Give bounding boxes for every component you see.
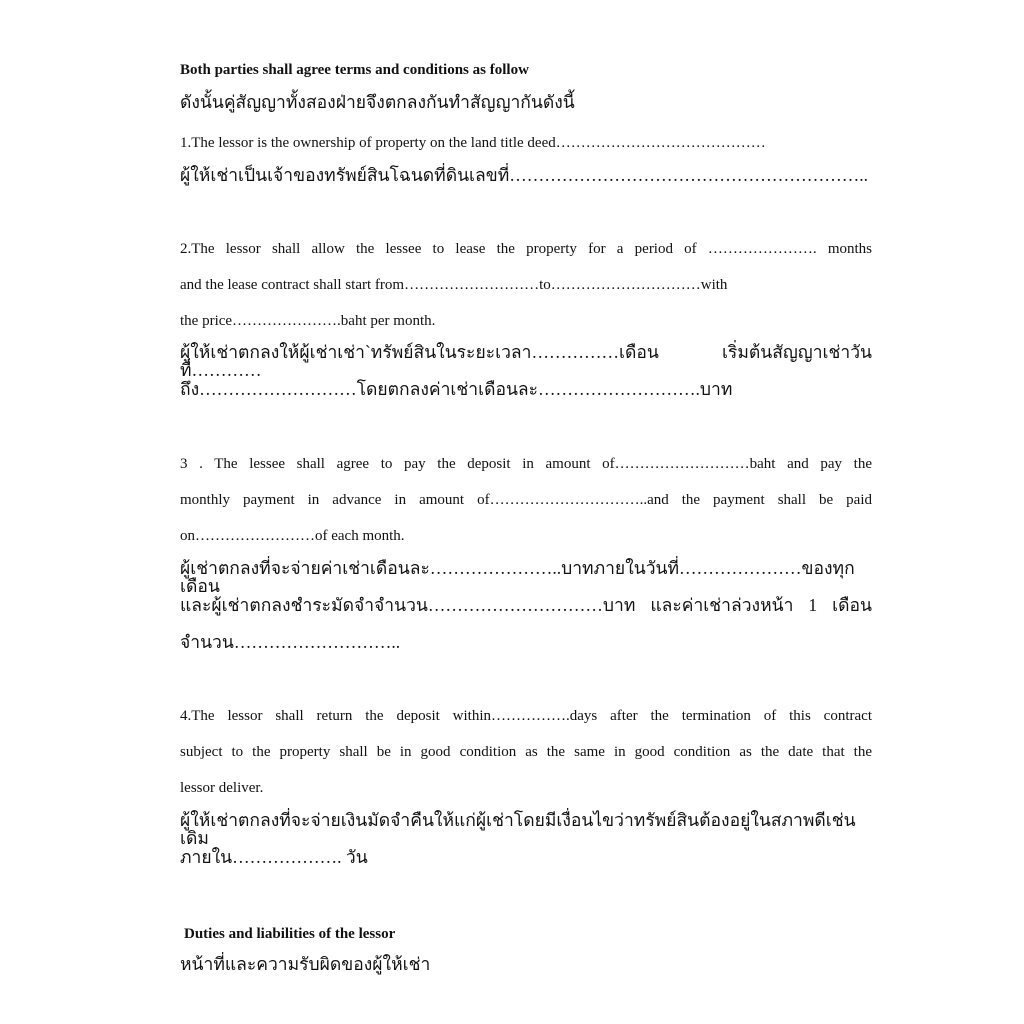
clause-3-en-line-2: monthly payment in advance in amount of…………………………..and the payment shall be paid <box>180 492 872 508</box>
section-heading-duties-en: Duties and liabilities of the lessor <box>184 926 396 942</box>
clause-3-en-line-3: on……………………of each month. <box>180 528 405 544</box>
clause-1-en-line-1: 1.The lessor is the ownership of property on the land title deed…………………………………… <box>180 135 766 151</box>
clause-4-en-line-1: 4.The lessor shall return the deposit within…………….days after the termination of this contract <box>180 708 872 724</box>
clause-2-th-line-2: ถึง………………………โดยตกลงค่าเช่าเดือนละ……………………….บาท <box>180 379 733 399</box>
section-heading-terms-th: ดังนั้นคู่สัญญาทั้งสองฝ่ายจึงตกลงกันทำสัญญากันดังนี้ <box>180 92 575 112</box>
clause-3-th-line-2: และผู้เช่าตกลงชำระมัดจำจำนวน…………………………บาท และค่าเช่าล่วงหน้า 1 เดือน <box>180 595 872 615</box>
clause-3-th-line-3: จำนวน……………………….. <box>180 632 401 652</box>
clause-3-en-line-1: 3 . The lessee shall agree to pay the deposit in amount of………………………baht and pay the <box>180 456 872 472</box>
clause-4-th-line-1: ผู้ให้เช่าตกลงที่จะจ่ายเงินมัดจำคืนให้แก่ผู้เช่าโดยมีเงื่อนไขว่าทรัพย์สินต้องอยู่ในสภาพดีเช่นเดิม <box>180 810 856 848</box>
clause-4-en-line-3: lessor deliver. <box>180 780 264 796</box>
section-heading-duties-th: หน้าที่และความรับผิดของผู้ให้เช่า <box>180 954 431 974</box>
clause-1-th-line-1: ผู้ให้เช่าเป็นเจ้าของทรัพย์สินโฉนดที่ดินเลขที่…………………………………………………….. <box>180 165 868 185</box>
clause-2-en-line-3: the price………………….baht per month. <box>180 313 436 329</box>
clause-2-en-line-2: and the lease contract shall start from………………………to…………………………with <box>180 277 728 293</box>
clause-2-th-line-1: ผู้ให้เช่าตกลงให้ผู้เช่าเช่า`ทรัพย์สินในระยะเวลา……………เดือน เริ่มต้นสัญญาเช่าวันที่………… <box>180 342 872 380</box>
clause-4-en-line-2: subject to the property shall be in good condition as the same in good condition as the date that the <box>180 744 872 760</box>
clause-3-th-line-1: ผู้เช่าตกลงที่จะจ่ายค่าเช่าเดือนละ…………………..บาทภายในวันที่…………………ของทุกเดือน <box>180 558 855 596</box>
section-heading-terms-en: Both parties shall agree terms and conditions as follow <box>180 62 529 78</box>
clause-4-th-line-2: ภายใน………………. วัน <box>180 847 368 867</box>
clause-2-en-line-1: 2.The lessor shall allow the lessee to lease the property for a period of …………………. months <box>180 241 872 257</box>
